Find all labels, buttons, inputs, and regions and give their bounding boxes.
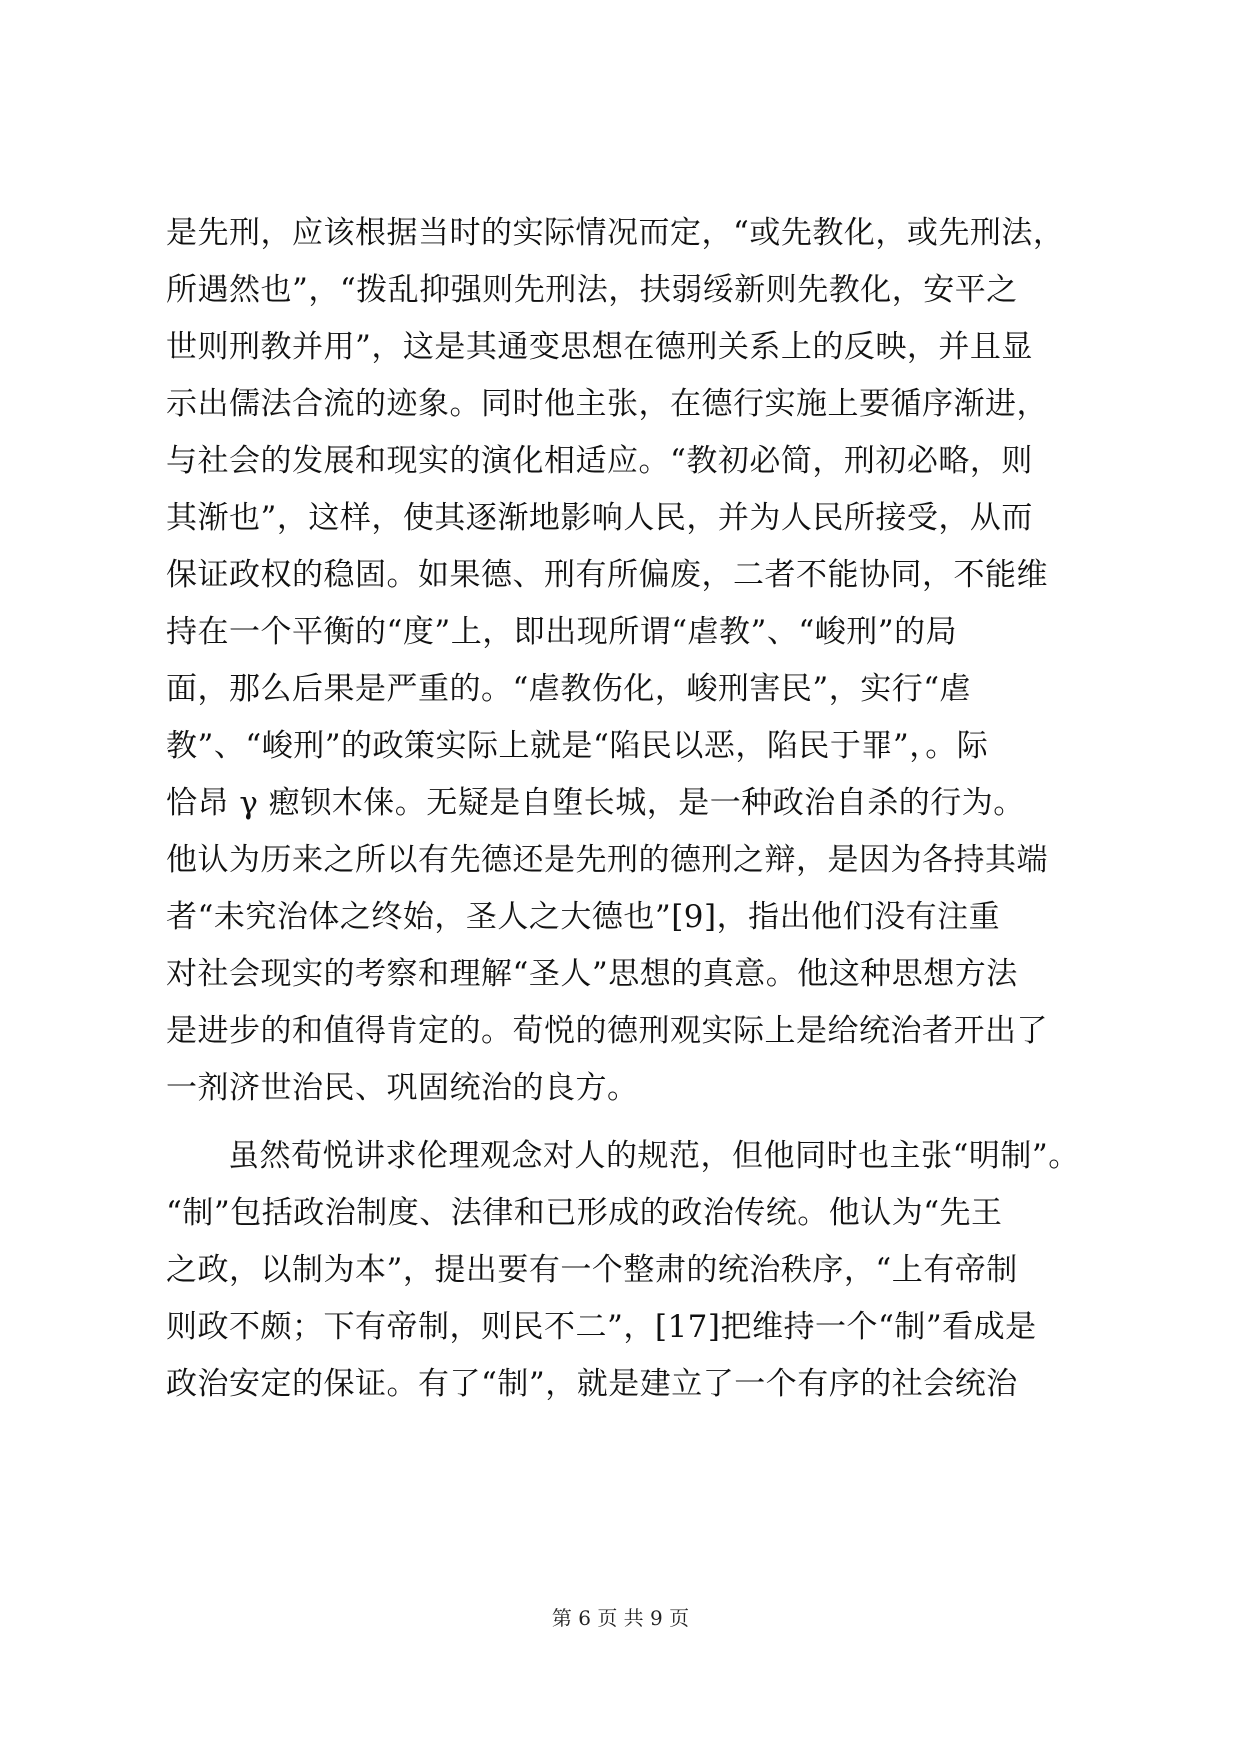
text-line: 其渐也”，这样，使其逐渐地影响人民，并为人民所接受，从而 [166,500,1033,536]
text-line: 是先刑，应该根据当时的实际情况而定，“或先教化，或先刑法， [166,215,1065,251]
text-line: 保证政权的稳固。如果德、刑有所偏废，二者不能协同，不能维 [166,557,1048,593]
text-line: 对社会现实的考察和理解“圣人”思想的真意。他这种思想方法 [166,956,1018,992]
text-line: 则政不颇；下有帝制，则民不二”，[17]把维持一个“制”看成是 [166,1309,1037,1345]
text-line: 是进步的和值得肯定的。荀悦的德刑观实际上是给统治者开出了 [166,1013,1048,1049]
page-footer [0,1604,1241,1632]
text-line: 恰昂 γ 瘛钡木俫。无疑是自堕长城，是一种政治自杀的行为。 [166,785,1025,821]
text-line: 之政，以制为本”，提出要有一个整肃的统治秩序，“上有帝制 [166,1252,1018,1288]
text-line: 与社会的发展和现实的演化相适应。“教初必简，刑初必略，则 [166,443,1033,479]
page-number: 第 6 页 共 9 页 [551,1606,690,1630]
text-line: 示出儒法合流的迹象。同时他主张，在德行实施上要循序渐进， [166,386,1048,422]
text-line: 所遇然也”，“拨乱抑强则先刑法，扶弱绥新则先教化，安平之 [166,272,1018,308]
text-line: “制”包括政治制度、法律和已形成的政治传统。他认为“先王 [166,1195,1003,1231]
text-line: 面，那么后果是严重的。“虐教伤化，峻刑害民”，实行“虐 [166,671,972,707]
text-line: 教”、“峻刑”的政策实际上就是“陷民以恶，陷民于罪”，。际 [166,728,989,764]
text-line: 持在一个平衡的“度”上，即出现所谓“虐教”、“峻刑”的局 [166,614,958,650]
text-line: 他认为历来之所以有先德还是先刑的德刑之辩，是因为各持其端 [166,842,1048,878]
text-line: 政治安定的保证。有了“制”，就是建立了一个有序的社会统治 [166,1366,1018,1402]
text-line: 虽然荀悦讲求伦理观念对人的规范，但他同时也主张“明制”。 [228,1138,1080,1174]
text-line: 一剂济世治民、巩固统治的良方。 [166,1070,639,1106]
text-line: 世则刑教并用”，这是其通变思想在德刑关系上的反映，并且显 [166,329,1033,365]
text-line: 者“未究治体之终始，圣人之大德也”[9]，指出他们没有注重 [166,899,1001,935]
